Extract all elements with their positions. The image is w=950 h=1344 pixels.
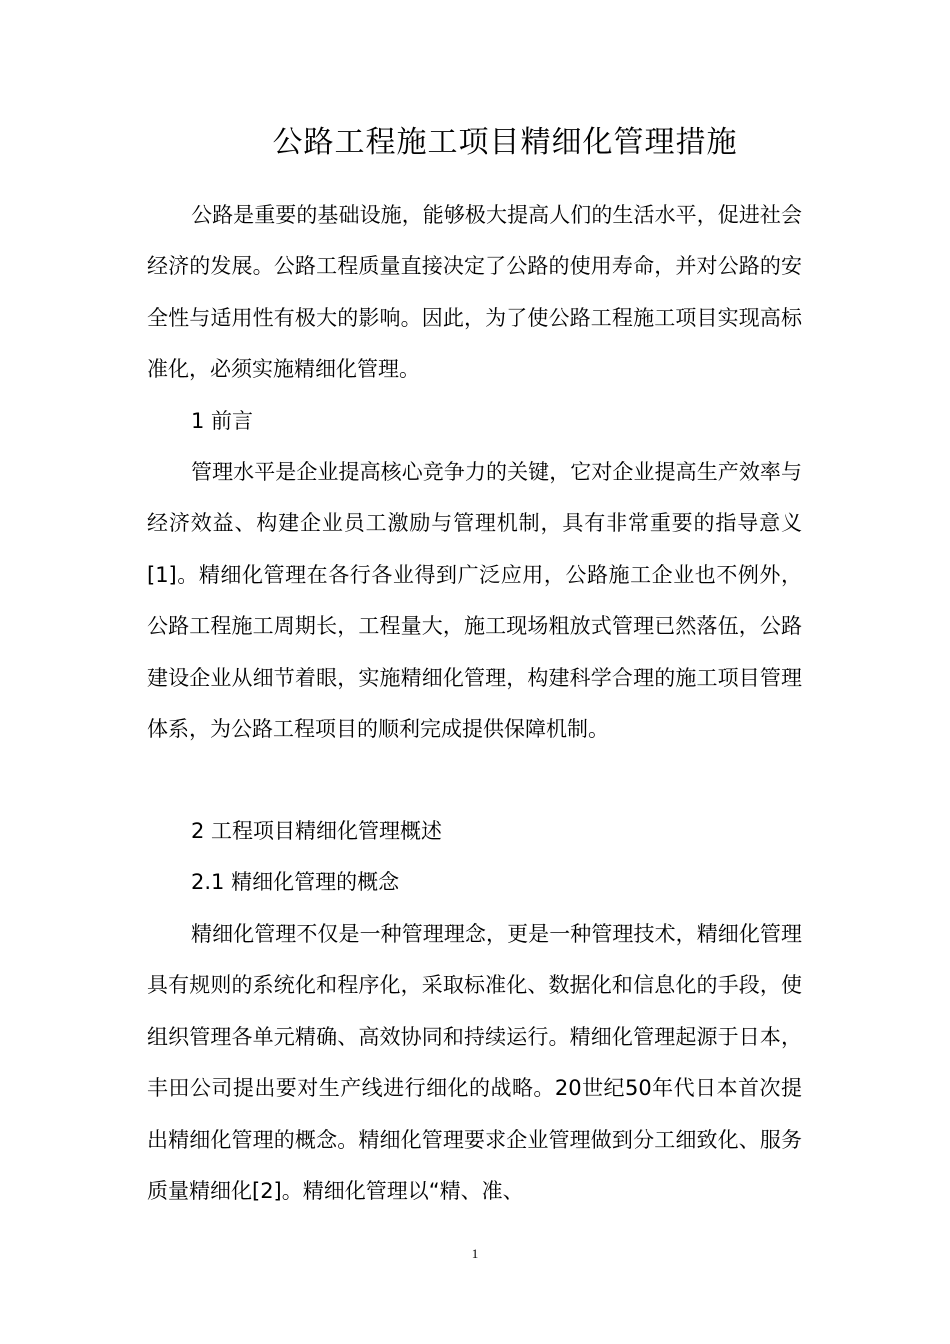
section-2-1-paragraph: 精细化管理不仅是一种管理理念，更是一种管理技术，精细化管理具有规则的系统化和程序化，采取标准化、数据化和信息化的手段，使组织管理各单元精确、高效协同和持续运行。精细化管理起源于日本，丰田公司提出要对生产线进行细化的战略。20世纪50年代日本首次提出精细化管理的概念。精细化管理要求企业管理做到分工细致化、服务质量精细化[2]。精细化管理以“精、准、 bbox=[147, 922, 802, 1204]
section-1-heading: 1 前言 bbox=[191, 409, 254, 433]
page-number: 1 bbox=[471, 1246, 479, 1261]
section-2-heading: 2 工程项目精细化管理概述 bbox=[191, 819, 443, 843]
section-2-1-heading: 2.1 精细化管理的概念 bbox=[191, 870, 400, 894]
intro-paragraph: 公路是重要的基础设施，能够极大提高人们的生活水平，促进社会经济的发展。公路工程质量直接决定了公路的使用寿命，并对公路的安全性与适用性有极大的影响。因此，为了使公路工程施工项目实现高标准化，必须实施精细化管理。 bbox=[147, 203, 802, 382]
document-title: 公路工程施工项目精细化管理措施 bbox=[272, 125, 738, 160]
section-1-paragraph: 管理水平是企业提高核心竞争力的关键，它对企业提高生产效率与经济效益、构建企业员工激励与管理机制，具有非常重要的指导意义[1]。精细化管理在各行各业得到广泛应用，公路施工企业也不例外，公路工程施工周期长，工程量大，施工现场粗放式管理已然落伍，公路建设企业从细节着眼，实施精细化管理，构建科学合理的施工项目管理体系，为公路工程项目的顺利完成提供保障机制。 bbox=[147, 460, 802, 742]
